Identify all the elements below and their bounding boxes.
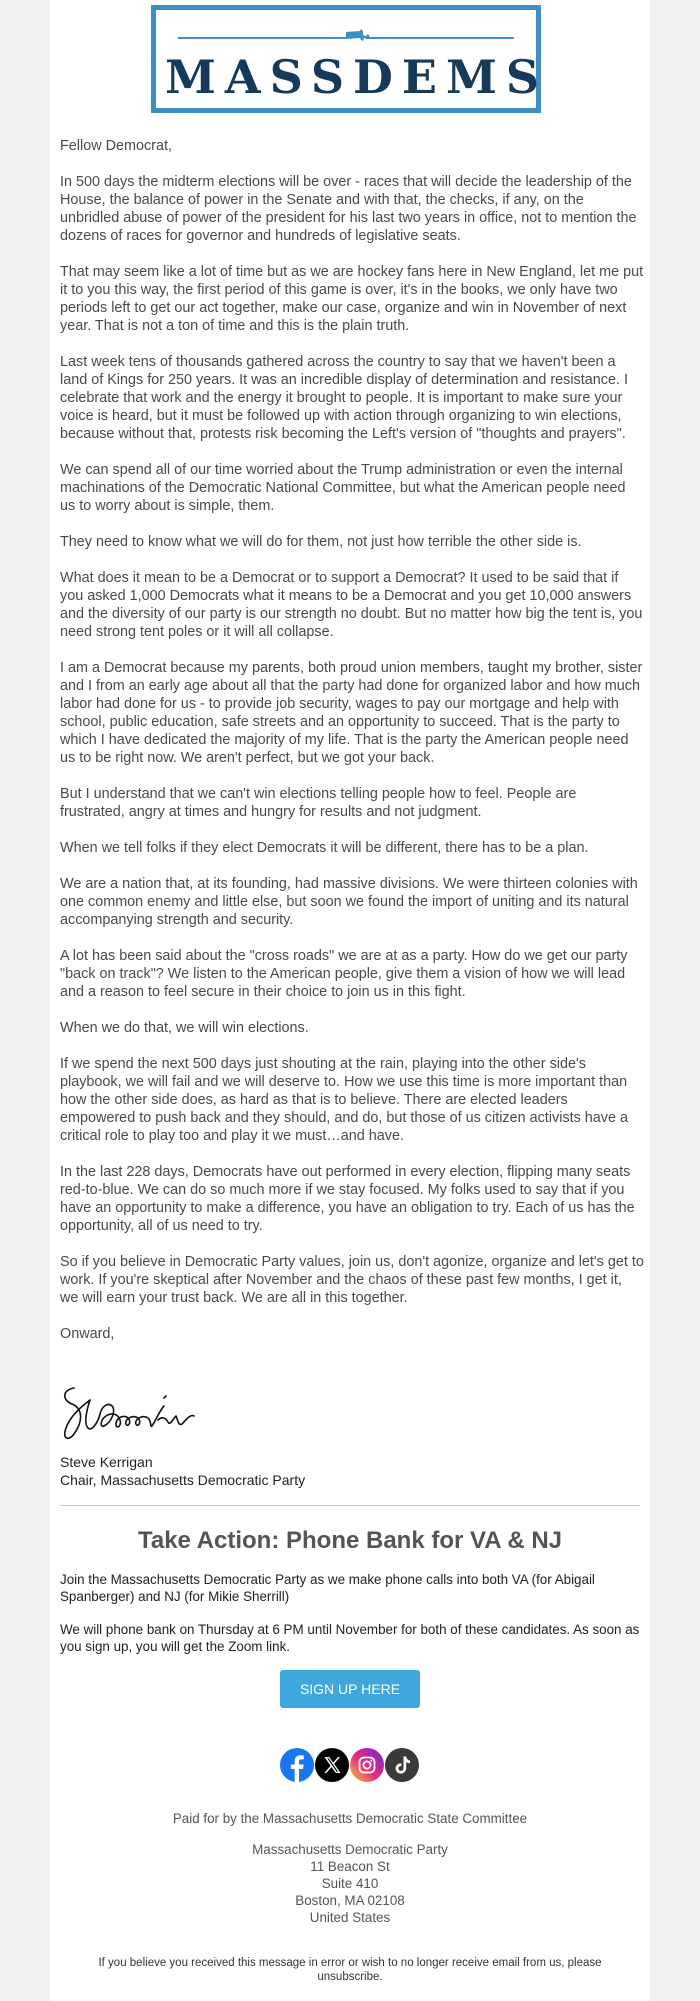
letter-paragraph: Last week tens of thousands gathered across the country to say that we haven't been a land of Kings for 250 years. It was an incredible display of determination and resistance. I celebrate that work and the energy it brought to people. It is important to make sure your voice is heard, but it must be followed up with action through organizing to win elections, because without that, protests risk becoming the Left's version of "thoughts and prayers".	[60, 354, 628, 442]
email-body	[50, 0, 650, 2001]
letter-paragraph: In 500 days the midterm elections will be over - races that will decide the leadership of the House, the balance of power in the Senate and with that, the checks, if any, on the unbridled abuse of power of the president for his last two years in office, not to mention the dozens of races for governor and hundreds of legislative seats.	[60, 174, 637, 244]
letter-paragraph: If we spend the next 500 days just shouting at the rain, playing into the other side's playbook, we will fail and we will deserve to. How we use this time is more important than how the other side does, as hard as that is to believe. There are elected leaders empowered to push back and they should, and do, but those of us citizen activists have a critical role to play too and play it we must…and have.	[60, 1056, 628, 1144]
letter-body	[60, 137, 644, 1361]
facebook-icon	[280, 1748, 314, 1782]
paid-for-notice: Paid for by the Massachusetts Democratic State Committee	[172, 1811, 528, 1826]
logo-rule-left	[178, 37, 348, 39]
section-divider	[60, 1505, 640, 1506]
letter-paragraph: We can spend all of our time worried about the Trump administration or even the internal machinations of the Democratic National Committee, but what the American people need us to worry about is simple, them.	[60, 462, 626, 514]
signer-block	[60, 1453, 305, 1489]
unsubscribe-notice[interactable]: If you believe you received this message in error or wish to no longer receive email from us, please unsubscribe.	[98, 1957, 602, 1983]
action-description: Join the Massachusetts Democratic Party as we make phone calls into both VA (for Abigail Spanberger) and NJ (for Mikie Sherrill)	[60, 1572, 595, 1604]
instagram-link[interactable]	[350, 1748, 384, 1782]
address-suite: Suite 410	[321, 1876, 379, 1891]
action-schedule: We will phone bank on Thursday at 6 PM until November for both of these candidates. As soon as you sign up, you will get the Zoom link.	[60, 1622, 640, 1654]
letter-paragraph: That may seem like a lot of time but as we are hockey fans here in New England, let me put it to you this way, the first period of this game is over, it's in the books, we only have two periods left to get our act together, make our case, organize and win in November of next year. That is not a ton of time and this is the plain truth.	[60, 264, 644, 334]
address-city: Boston, MA 02108	[295, 1893, 405, 1908]
address-country: United States	[309, 1910, 391, 1925]
logo-rule-right	[366, 37, 514, 39]
signer-title: Chair, Massachusetts Democratic Party	[60, 1472, 306, 1488]
massdems-logo[interactable]	[151, 5, 549, 113]
letter-paragraph: We are a nation that, at its founding, had massive divisions. We were thirteen colonies with one common enemy and little else, but soon we found the import of uniting and its natural accompanying strength and security.	[60, 876, 638, 928]
letter-paragraph: But I understand that we can't win elections telling people how to feel. People are frustrated, angry at times and hungry for results and not judgment.	[60, 786, 577, 820]
letter-paragraph: A lot has been said about the "cross roads" we are at as a party. How do we get our party "back on track"? We listen to the American people, give them a vision of how we will lead and a reason to feel secure in their choice to join us in this fight.	[60, 948, 628, 1000]
letter-paragraph: When we tell folks if they elect Democrats it will be different, there has to be a plan.	[60, 840, 589, 856]
salutation: Fellow Democrat,	[60, 138, 172, 154]
letter-paragraph: I am a Democrat because my parents, both proud union members, taught my brother, sister and I from an early age about all that the party had done for organized labor and how much labor had done for us - to provide job security, wages to pay our mortgage and help with school, public education, safe streets and an opportunity to succeed. That is the party to which I have dedicated the majority of my life. That is the party the American people need us to be right now. We aren't perfect, but we got your back.	[60, 660, 643, 766]
signer-name: Steve Kerrigan	[60, 1454, 153, 1470]
handwritten-signature	[60, 1376, 210, 1448]
x-icon	[315, 1748, 349, 1782]
tiktok-icon	[385, 1748, 419, 1782]
sign-off: Onward,	[60, 1326, 115, 1342]
x-link[interactable]	[315, 1748, 349, 1782]
letter-paragraph: What does it mean to be a Democrat or to support a Democrat? It used to be said that if you asked 1,000 Democrats what it means to be a Democrat and you get 10,000 answers and the diversity of our party is our strength no doubt. But no matter how big the tent is, you need strong tent poles or it will all collapse.	[60, 570, 643, 640]
letter-paragraph: When we do that, we will win elections.	[60, 1020, 309, 1036]
letter-paragraph: In the last 228 days, Democrats have out performed in every election, flipping many seats red-to-blue. We can do so much more if we stay focused. My folks used to say that if you have an opportunity to make a difference, you have an obligation to try. Each of us has the opportunity, all of us need to try.	[60, 1164, 635, 1234]
logo-wordmark: MASSDEMS	[165, 50, 549, 104]
letter-paragraph: They need to know what we will do for them, not just how terrible the other side is.	[60, 534, 582, 550]
tiktok-link[interactable]	[385, 1748, 419, 1782]
instagram-icon	[350, 1748, 384, 1782]
action-heading: Take Action: Phone Bank for VA & NJ	[137, 1527, 563, 1554]
address-org: Massachusetts Democratic Party	[252, 1842, 448, 1857]
letter-paragraph: So if you believe in Democratic Party values, join us, don't agonize, organize and let's get to work. If you're skeptical after November and the chaos of these past few months, I get it, we will earn your trust back. We are all in this together.	[60, 1254, 644, 1306]
address-street: 11 Beacon St	[310, 1859, 390, 1874]
facebook-link[interactable]	[280, 1748, 314, 1782]
sign-up-button[interactable]: SIGN UP HERE	[280, 1670, 420, 1708]
